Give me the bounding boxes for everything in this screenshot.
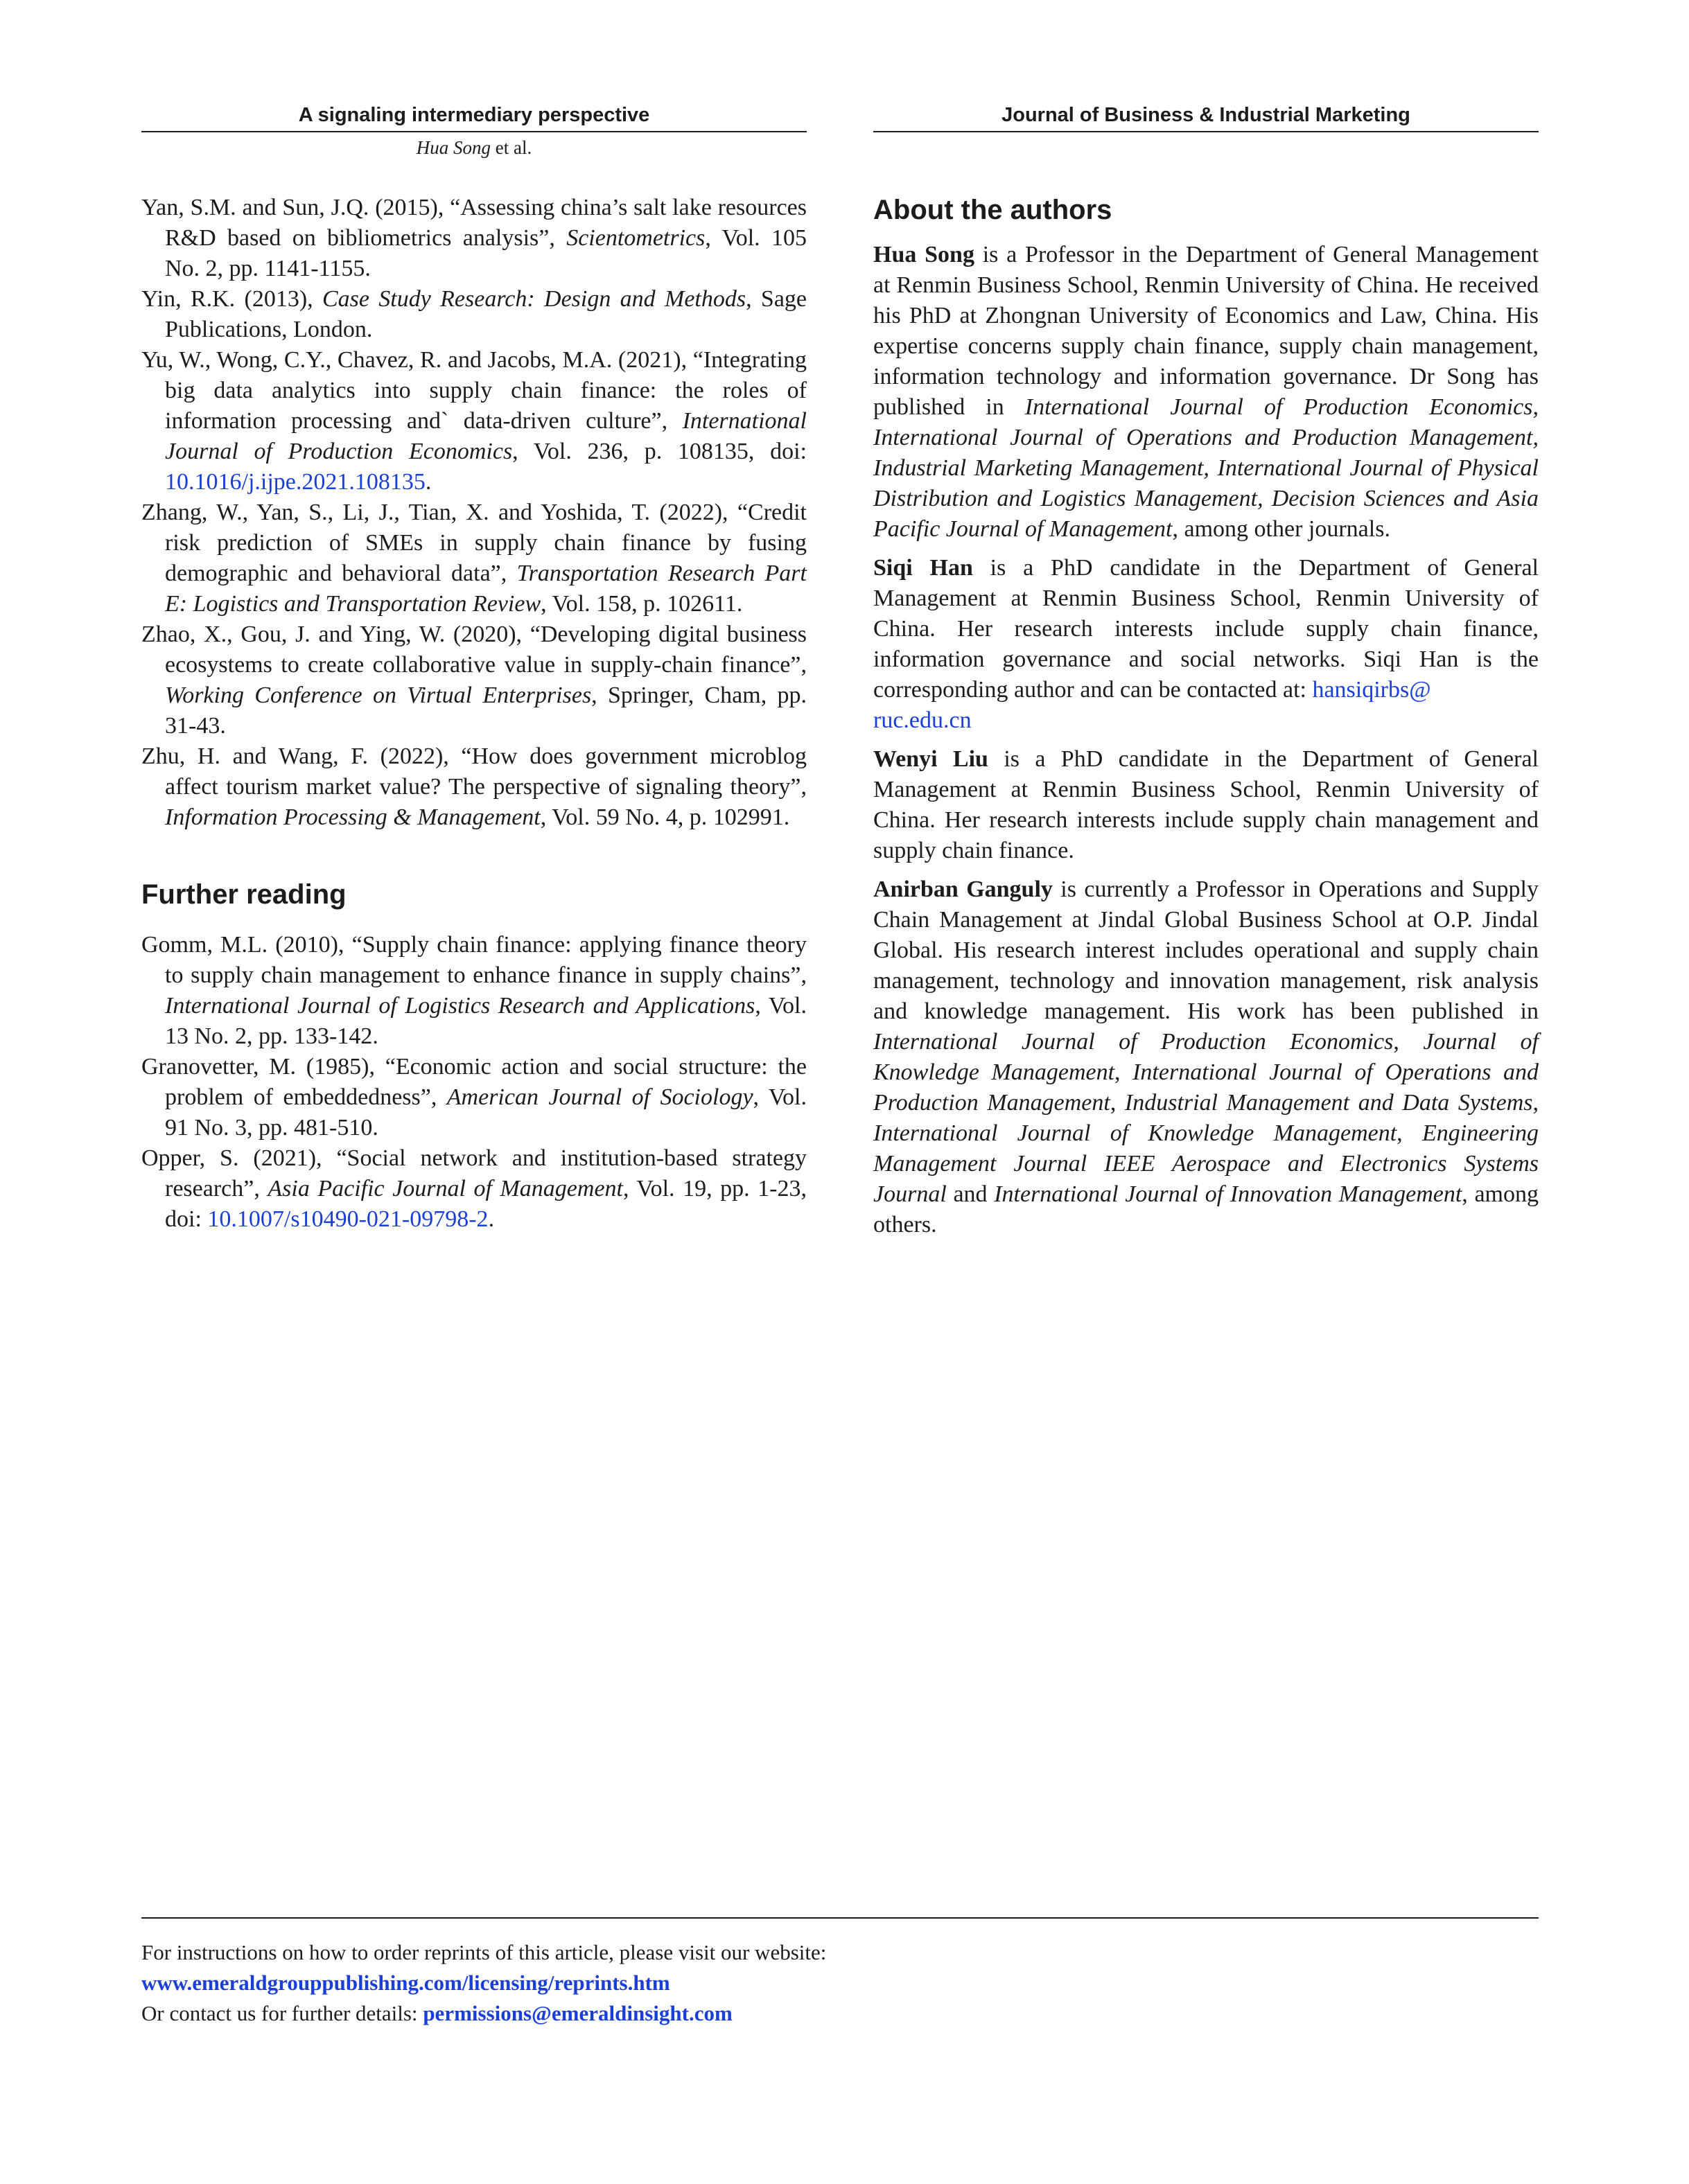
header-rule-left — [141, 131, 807, 132]
ref-text: Granovetter, M. (1985), “Economic action and social structure: the problem of embeddedness”, — [141, 1054, 807, 1110]
ref-end: . — [488, 1206, 495, 1232]
reference-item — [141, 1052, 807, 1143]
bio-journal: International Journal of Operations and Production Management — [873, 1059, 1539, 1116]
permissions-email-link[interactable]: permissions@emeraldinsight.com — [423, 2001, 733, 2025]
ref-text: Gomm, M.L. (2010), “Supply chain finance: applying finance theory to supply chain management to enhance finance in supply chains”, — [141, 932, 807, 988]
ref-text: Zhao, X., Gou, J. and Ying, W. (2020), “Developing digital business ecosystems to create collaborative value in supply-chain finance”, — [141, 622, 807, 678]
footer-rule — [141, 1917, 1539, 1919]
reference-item — [141, 284, 807, 345]
bio-sep: , — [1114, 1059, 1133, 1085]
ref-source: Information Processing & Management — [165, 804, 541, 830]
header-author-etal: et al. — [491, 137, 532, 158]
running-header-title: A signaling intermediary perspective — [298, 104, 650, 126]
author-bio-anirban-ganguly — [873, 874, 1539, 1240]
author-name: Siqi Han — [873, 555, 973, 581]
doi-link[interactable]: 10.1007/s10490-021-09798-2 — [207, 1206, 489, 1232]
section-heading-about-authors: About the authors — [873, 195, 1112, 225]
ref-text: Yin, R.K. (2013), — [141, 286, 322, 312]
bio-journal: Journal of Knowledge Management — [873, 1029, 1539, 1085]
footer-instructions: For instructions on how to order reprints of this article, please visit our website: — [141, 1940, 827, 1964]
bio-text: is a Professor in the Department of General Management at Renmin Business School, Renmin University of China. He received his PhD at Zhongnan University of Economics and Law, China. His expertise concerns supply chain finance, supply chain management, information technology and information governance. Dr Song has published in — [873, 242, 1539, 420]
ref-text: Yu, W., Wong, C.Y., Chavez, R. and Jacobs, M.A. (2021), “Integrating big data analytics into supply chain finance: the roles of information processing and` data-driven culture”, — [141, 347, 807, 434]
reference-item — [141, 497, 807, 619]
ref-details: , Vol. 91 No. 3, pp. 481-510. — [165, 1084, 807, 1141]
reference-item — [141, 741, 807, 833]
bio-sep: and — [946, 1181, 995, 1207]
header-rule-right — [873, 131, 1539, 132]
bio-sep: , — [1532, 1090, 1539, 1116]
bio-journals: International Journal of Production Economics, International Journal of Operations and Production Management, Industrial Marketing Management, International Journal of Physical Distribution and Logistics Management, Decision Sciences and Asia Pacific Journal of Management — [873, 394, 1539, 542]
header-author-name: Hua Song — [416, 137, 491, 158]
email-part: ruc.edu.cn — [873, 707, 972, 733]
ref-source: Transportation Research Part E: Logistics and Transportation Review — [165, 561, 807, 617]
email-part: hansiqirbs@ — [1312, 677, 1431, 703]
ref-end: . — [425, 469, 432, 495]
ref-source: Case Study Research: Design and Methods — [322, 286, 746, 312]
author-name: Wenyi Liu — [873, 746, 988, 772]
author-name: Anirban Ganguly — [873, 877, 1053, 902]
ref-details: , Vol. 13 No. 2, pp. 133-142. — [165, 993, 807, 1049]
bio-journal: Engineering Management Journal IEEE Aerospace and Electronics Systems Journal — [873, 1120, 1539, 1207]
reference-item — [141, 345, 807, 497]
reference-item — [141, 193, 807, 284]
ref-details: , Vol. 236, p. 108135, doi: — [512, 439, 807, 464]
ref-text: Zhu, H. and Wang, F. (2022), “How does government microblog affect tourism market value? The perspective of signaling theory”, — [141, 743, 807, 800]
bio-journal: International Journal of Knowledge Management — [873, 1120, 1397, 1146]
section-heading-further-reading: Further reading — [141, 879, 347, 910]
bio-text-end: , among others. — [873, 1181, 1539, 1238]
left-column — [141, 193, 807, 1235]
footer-contact-text: Or contact us for further details: — [141, 2001, 423, 2025]
author-bio-hua-song — [873, 240, 1539, 545]
bio-sep: , — [1397, 1120, 1422, 1146]
ref-source: Asia Pacific Journal of Management — [268, 1176, 623, 1201]
footer-contact — [141, 1998, 1539, 2029]
ref-source: Working Conference on Virtual Enterprises — [165, 682, 592, 708]
author-bio-wenyi-liu — [873, 744, 1539, 866]
ref-source: International Journal of Production Economics — [165, 408, 807, 464]
ref-text: Zhang, W., Yan, S., Li, J., Tian, X. and Yoshida, T. (2022), “Credit risk prediction of SMEs in supply chain finance by fusing demographic and behavioral data”, — [141, 500, 807, 586]
bio-journal: Industrial Management and Data Systems — [1124, 1090, 1533, 1116]
doi-link[interactable]: 10.1016/j.ijpe.2021.108135 — [165, 469, 426, 495]
reference-item — [141, 1143, 807, 1235]
right-column — [873, 193, 1539, 1240]
ref-details: , Vol. 59 No. 4, p. 102991. — [540, 804, 790, 830]
ref-details: , Sage Publications, London. — [165, 286, 807, 342]
bio-sep: , — [1393, 1029, 1424, 1055]
ref-source: American Journal of Sociology — [446, 1084, 753, 1110]
bio-text: is a PhD candidate in the Department of General Management at Renmin Business School, Renmin University of China. Her research interests include supply chain finance, information governance and social networks. Siqi Han is the corresponding author and can be contacted at: — [873, 555, 1539, 703]
author-bio-siqi-han — [873, 553, 1539, 736]
bio-sep: , — [1110, 1090, 1125, 1116]
reference-item — [141, 619, 807, 741]
ref-details: , Vol. 158, p. 102611. — [541, 591, 743, 617]
ref-details: , Vol. 105 No. 2, pp. 1141-1155. — [165, 225, 807, 281]
running-header-authors — [141, 137, 807, 159]
bio-text: is a PhD candidate in the Department of General Management at Renmin Business School, Renmin University of China. Her research interests include supply chain management and supply chain finance. — [873, 746, 1539, 863]
ref-text: Opper, S. (2021), “Social network and institution-based strategy research”, — [141, 1145, 807, 1201]
reprints-footer — [141, 1937, 1539, 2029]
running-header-journal: Journal of Business & Industrial Marketing — [1001, 104, 1410, 126]
ref-text: Yan, S.M. and Sun, J.Q. (2015), “Assessing china’s salt lake resources R&D based on bibliometrics analysis”, — [141, 195, 807, 251]
ref-details: , Vol. 19, pp. 1-23, doi: — [165, 1176, 807, 1232]
bio-text-end: , among other journals. — [1172, 516, 1390, 542]
ref-source: International Journal of Logistics Research and Applications — [165, 993, 755, 1019]
bio-journal: International Journal of Innovation Management — [994, 1181, 1462, 1207]
author-name: Hua Song — [873, 242, 974, 267]
reprints-link[interactable]: www.emeraldgrouppublishing.com/licensing/reprints.htm — [141, 1971, 670, 1995]
bio-journal: International Journal of Production Economics — [873, 1029, 1394, 1055]
reference-item — [141, 930, 807, 1052]
ref-source: Scientometrics — [566, 225, 706, 251]
bio-text: is currently a Professor in Operations and Supply Chain Management at Jindal Global Business School at O.P. Jindal Global. His research interest includes operational and supply chain management, technology and innovation management, risk analysis and knowledge management. His work has been published in — [873, 877, 1539, 1024]
ref-details: , Springer, Cham, pp. 31-43. — [165, 682, 807, 739]
